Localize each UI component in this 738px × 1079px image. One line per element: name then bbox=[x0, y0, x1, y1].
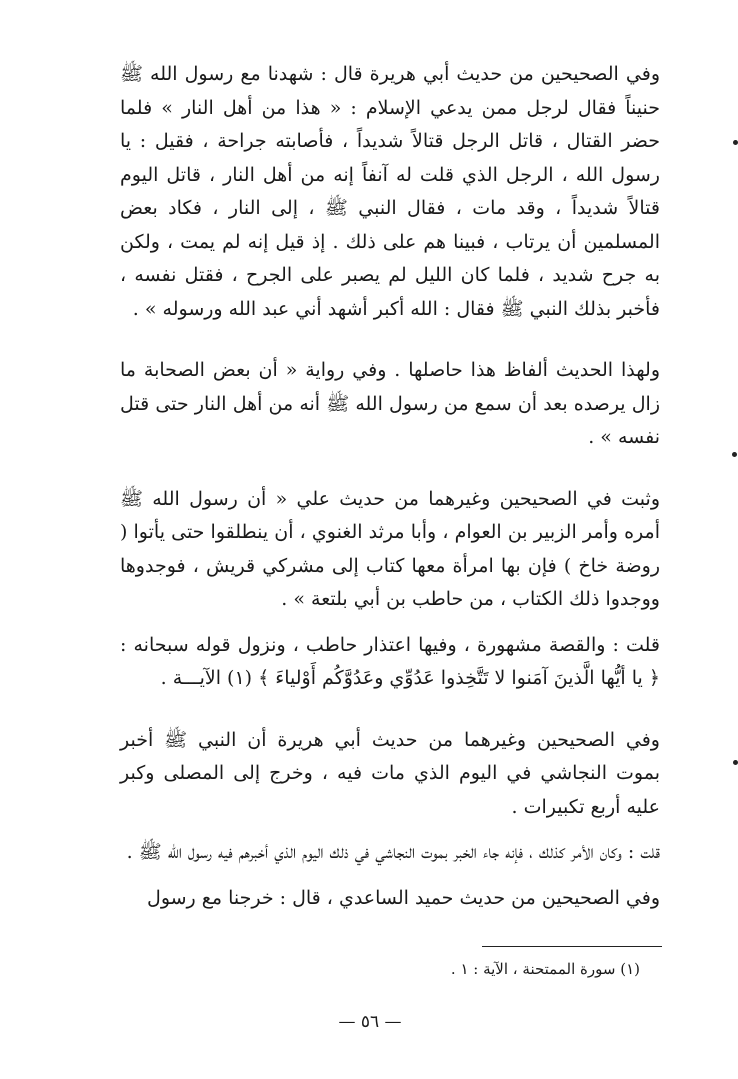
page-body bbox=[120, 58, 660, 915]
paragraph-4: قلت : والقصة مشهورة ، وفيها اعتذار حاطب ، ونزول قوله سبحانه : ﴿ يا أيُّها الَّذينَ آمَنوا لا تَتَّخِذوا عَدُوِّي وعَدُوَّكُم أَوْلياءَ ﴾ (١) الآيـــة . bbox=[120, 633, 660, 689]
paragraph-3: وثبت في الصحيحين وغيرهما من حديث علي « أن رسول الله ﷺ أمره وأمر الزبير بن العوام ، وأبا مرثد الغنوي ، أن ينطلقوا حتى يأتوا ( روضة خاخ ) فإن بها امرأة معها كتاب إلى مشركي قريش ، فوجدوها ووجدوا ذلك الكتاب ، من حاطب بن أبي بلتعة » . bbox=[120, 487, 660, 610]
margin-mark-2 bbox=[732, 452, 737, 457]
page-number: — ٥٦ — bbox=[338, 1012, 402, 1032]
paragraph-1: وفي الصحيحين من حديث أبي هريرة قال : شهدنا مع رسول الله ﷺ حنيناً فقال لرجل ممن يدعي الإسلام : « هذا من أهل النار » فلما حضر القتال ، قاتل الرجل قتالاً شديداً ، فأصابته جراحة ، فقيل : يا رسول الله ، الرجل الذي قلت له آنفاً إنه من أهل النار ، قاتل اليوم قتالاً شديداً ، وقد مات ، فقال النبي ﷺ ، إلى النار ، فكاد بعض المسلمين أن يرتاب ، فبينا هم على ذلك . إذ قيل إنه لم يمت ، ولكن به جرح شديد ، فلما كان الليل لم يصبر على الجرح ، فقتل نفسه ، فأخبر بذلك النبي ﷺ فقال : الله أكبر أشهد أني عبد الله ورسوله » . bbox=[120, 63, 660, 320]
paragraph-6: قلت : وكان الأمر كذلك ، فإنه جاء الخبر بموت النجاشي في ذلك اليوم الذي أخبرهم فيه رسول الله ﷺ . bbox=[126, 841, 660, 863]
paragraph-7: وفي الصحيحين من حديث حميد الساعدي ، قال : خرجنا مع رسول bbox=[147, 886, 660, 909]
paragraph-2: ولهذا الحديث ألفاظ هذا حاصلها . وفي رواية « أن بعض الصحابة ما زال يرصده بعد أن سمع من رسول الله ﷺ أنه من أهل النار حتى قتل نفسه » . bbox=[120, 359, 660, 448]
footnote: (١) سورة الممتحنة ، الآية : ١ . bbox=[450, 960, 640, 978]
margin-mark-1 bbox=[733, 140, 738, 145]
footnote-divider bbox=[482, 946, 662, 947]
paragraph-5: وفي الصحيحين وغيرهما من حديث أبي هريرة أن النبي ﷺ أخبر بموت النجاشي في اليوم الذي مات فيه ، وخرج إلى المصلى وكبر عليه أربع تكبيرات . bbox=[120, 728, 660, 818]
margin-mark-3 bbox=[733, 760, 738, 765]
